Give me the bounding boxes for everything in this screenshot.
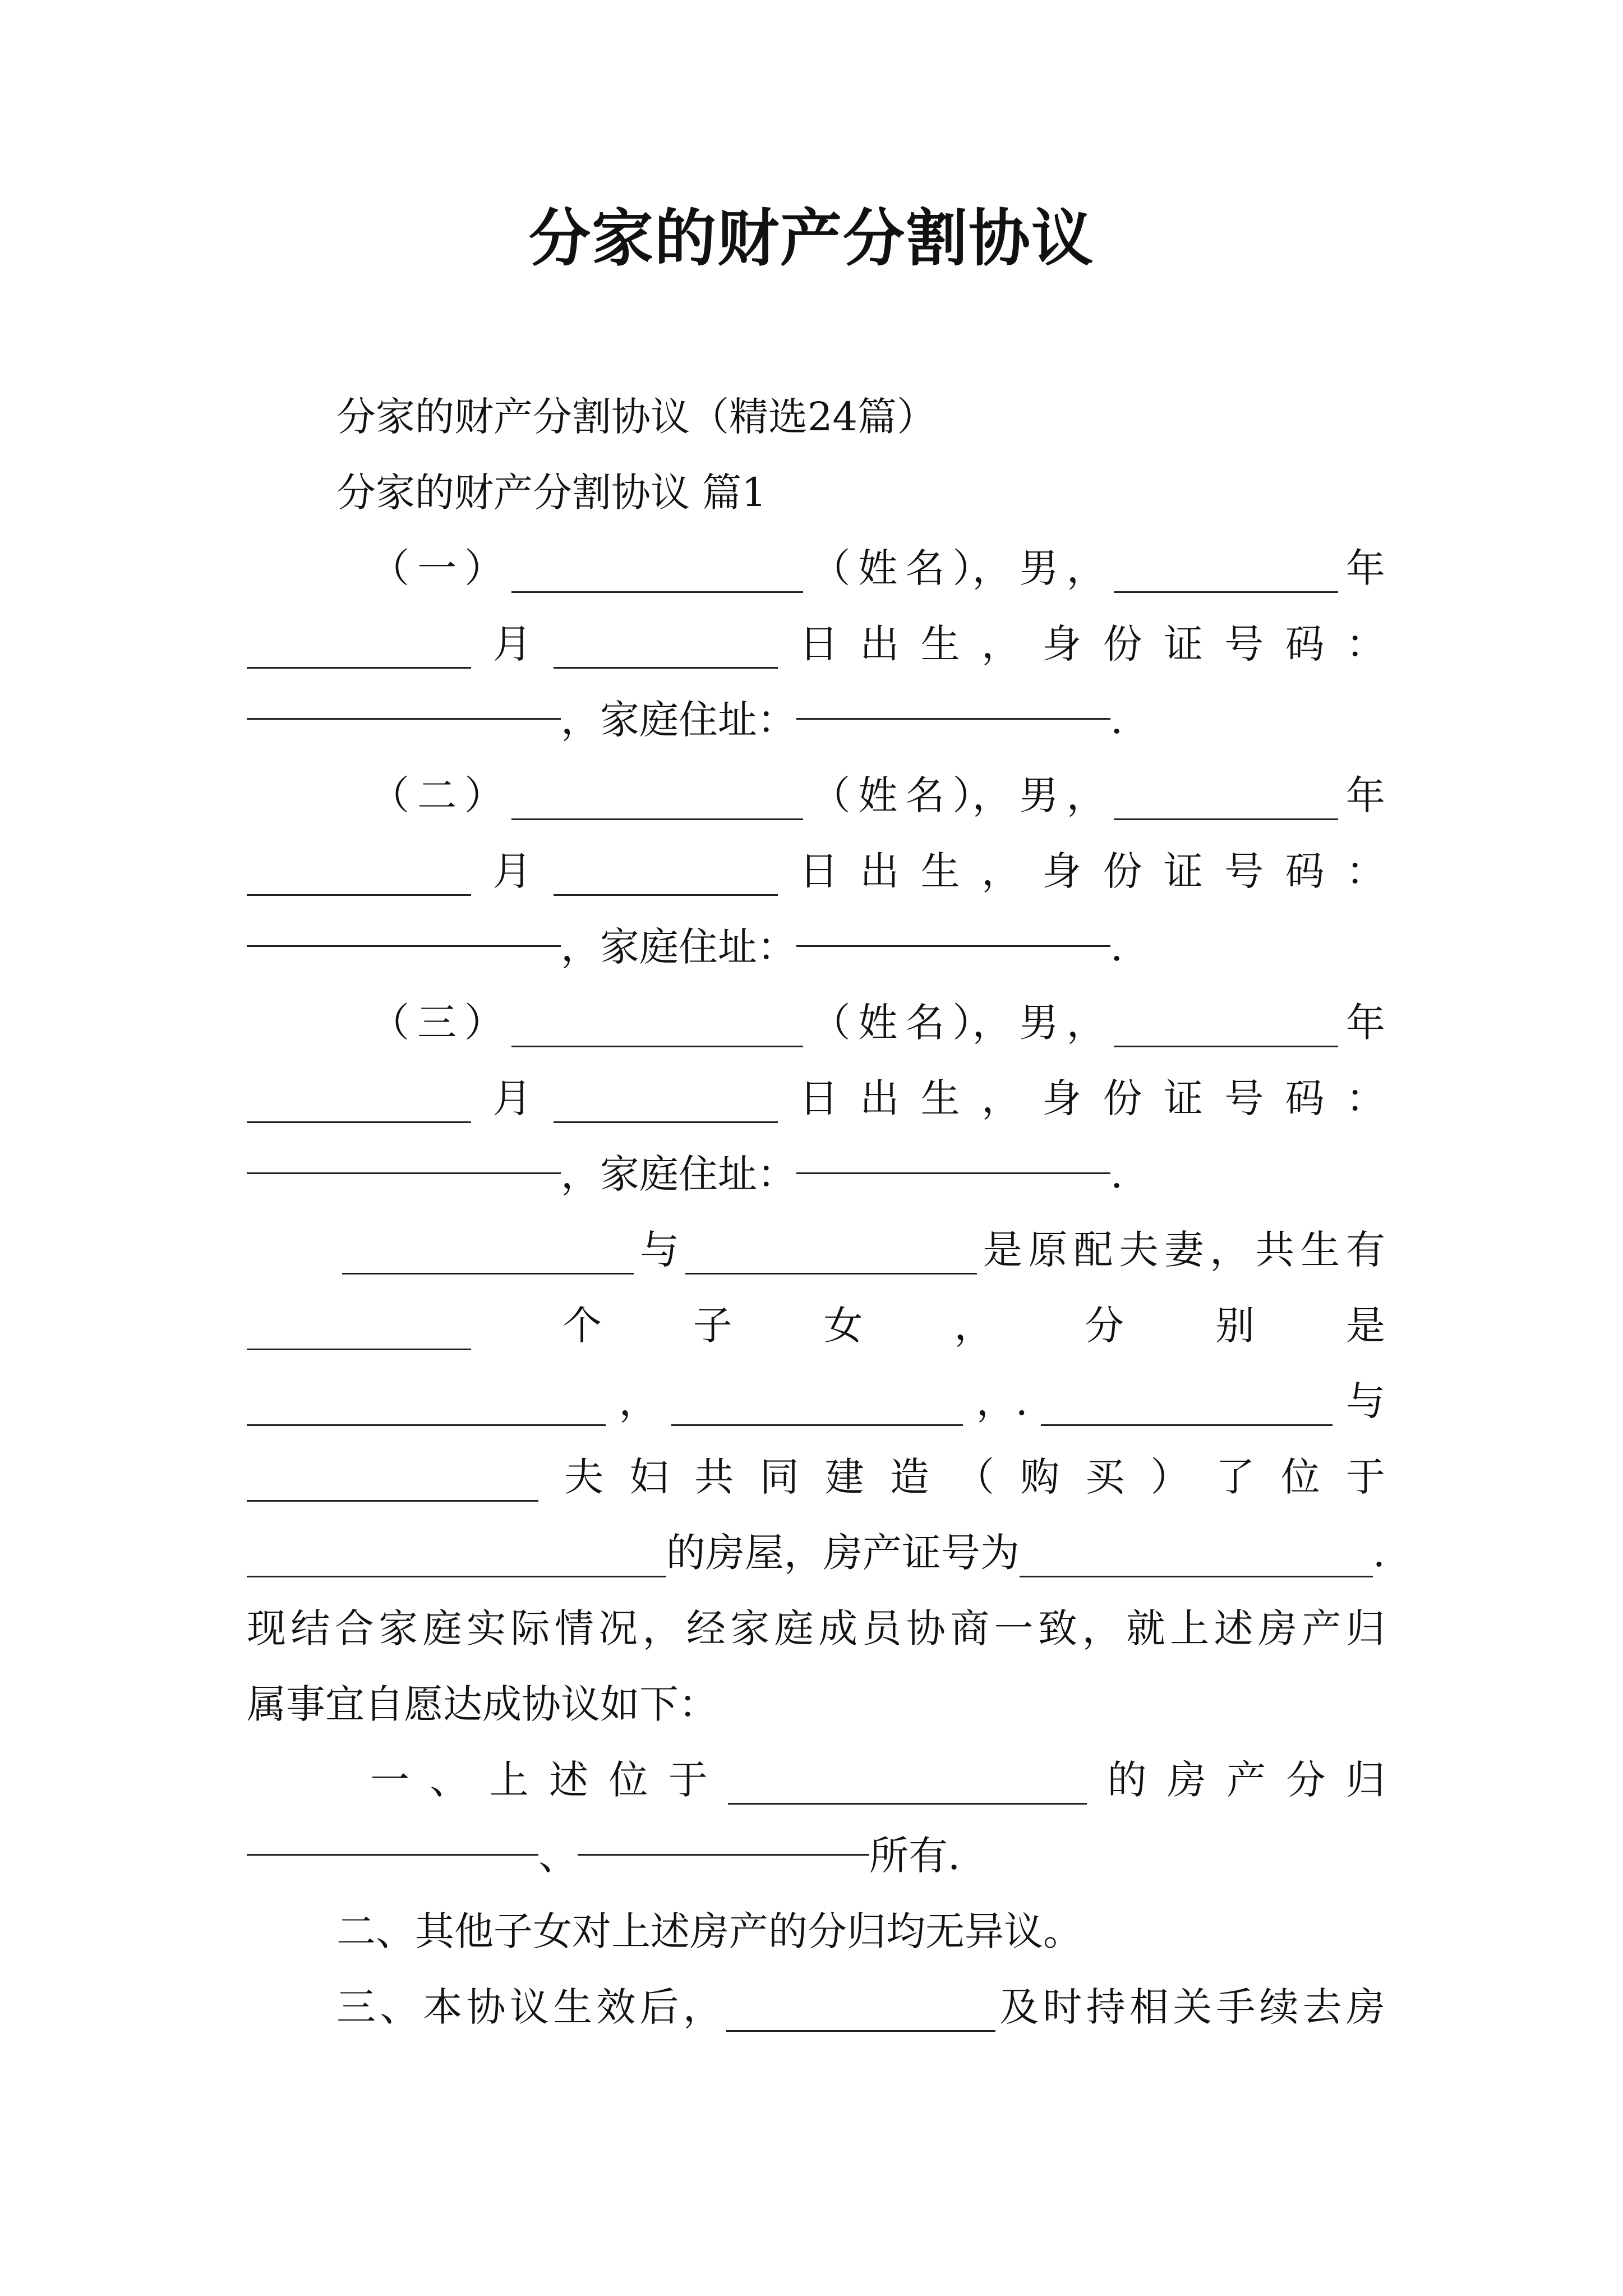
text-token: 生 [920,848,960,894]
text-token: 结 [291,1605,330,1651]
text-token: 年 [1345,772,1385,818]
text-token: 年 [1345,1000,1385,1046]
text-token: 房 [1166,1757,1206,1803]
fill-in-blank [247,892,471,896]
text-token: 夫 [1119,1227,1159,1273]
text-token: 生 [920,621,960,667]
text-token: 女 [823,1303,863,1349]
text-line [336,379,1481,455]
fill-in-blank [247,665,471,669]
text-token: 身 [1042,1075,1082,1121]
text-token: ）， [952,772,1012,818]
text-token: ， [981,621,1021,667]
fill-in-blank [511,1043,803,1047]
text-token: ，. [976,1378,1028,1424]
text-token: 于 [668,1757,708,1803]
text-token: 三 [336,1984,376,2030]
text-line [370,530,1385,606]
text-token: 归 [1345,1605,1385,1651]
text-line [370,984,1385,1061]
text-token: 证 [1163,621,1203,667]
text-token: 际 [510,1605,550,1651]
text-line [247,1666,1391,1742]
text-token: 码 [1285,1075,1325,1121]
text-token: 位 [608,1757,648,1803]
fill-in-blank [342,1271,634,1274]
text-token: ，家庭住址： [561,1151,796,1197]
text-token: 关 [1173,1984,1212,2030]
text-token: 份 [1103,848,1142,894]
fill-in-blank [247,1170,561,1174]
text-token: 实 [466,1605,506,1651]
text-token: 续 [1259,1984,1299,2030]
text-token: 效 [596,1984,636,2030]
fill-in-blank [796,1170,1110,1174]
fill-in-blank [247,1346,471,1350]
text-token: 本 [423,1984,463,2030]
text-token: 相 [1129,1984,1169,2030]
text-line [247,909,1391,985]
text-token: 协 [906,1605,946,1651]
text-token: 商 [950,1605,990,1651]
text-line [336,454,1481,531]
text-token: ） [464,1000,504,1046]
text-token: ）， [952,1000,1012,1046]
text-token: 二 [417,772,457,818]
text-token: . [1110,924,1123,970]
text-token: 男 [1019,1000,1059,1046]
text-token: 日 [799,848,838,894]
text-token: ，家庭住址： [561,697,796,743]
text-token: （ [955,1454,994,1500]
text-token: 致 [1038,1605,1078,1651]
text-token: （ [811,1000,851,1046]
text-token: 月 [492,621,532,667]
text-token: 后 [639,1984,679,2030]
text-token: 共 [1255,1227,1295,1273]
text-token: 持 [1086,1984,1126,2030]
text-token: 妻 [1164,1227,1204,1273]
text-token: 购 [1020,1454,1060,1500]
text-token: 是 [983,1227,1022,1273]
text-token: （ [370,1000,409,1046]
text-line [247,1818,1391,1894]
text-token: 日 [799,621,838,667]
text-token: 上 [489,1757,529,1803]
fill-in-blank [728,1801,1087,1805]
text-token: 月 [492,1075,532,1121]
text-token: 码 [1285,621,1325,667]
text-token: 男 [1019,545,1059,591]
text-token: ， [1066,772,1106,818]
text-token: 就 [1126,1605,1165,1651]
fill-in-blank [554,1119,778,1123]
text-token: （ [370,772,409,818]
text-token: 号 [1224,621,1264,667]
text-token: 述 [549,1757,589,1803]
text-token: 庭 [774,1605,814,1651]
fill-in-blank [1114,1043,1338,1047]
text-token: 姓 [858,545,898,591]
text-token: 姓 [858,1000,898,1046]
fill-in-blank [247,1573,666,1577]
text-token: 、 [430,1757,469,1803]
text-token: 造 [889,1454,929,1500]
text-token: 有 [1345,1227,1385,1273]
text-token: . [1110,697,1123,743]
fill-in-blank [247,1498,538,1502]
text-line [247,1060,1385,1137]
text-token: 家 [730,1605,770,1651]
text-line [247,1590,1385,1667]
text-token: 与 [639,1227,679,1273]
text-token: 了 [1215,1454,1255,1500]
fill-in-blank [247,716,561,720]
fill-in-blank [578,1852,869,1856]
text-token: 子 [693,1303,732,1349]
text-token: ， [1066,545,1106,591]
text-token: 日 [799,1075,838,1121]
text-token: ， [619,1378,658,1424]
text-token: 生 [1301,1227,1340,1273]
text-token: 证 [1163,848,1203,894]
text-token: 名 [905,545,945,591]
text-line [342,1212,1385,1288]
text-token: （ [811,772,851,818]
text-token: ， [1082,1605,1122,1651]
text-token: ， [642,1605,682,1651]
text-token: 述 [1214,1605,1253,1651]
text-token: 手 [1216,1984,1256,2030]
text-token: 上 [1170,1605,1210,1651]
text-line [336,1969,1385,2045]
text-line [370,1742,1385,1818]
text-token: 出 [860,1075,900,1121]
text-token: 年 [1345,545,1385,591]
text-line [336,1893,1481,1970]
fill-in-blank [1114,589,1338,593]
fill-in-blank [554,665,778,669]
text-token: 属事宜自愿达成协议如下： [247,1681,718,1727]
fill-in-blank [247,943,561,947]
text-token: （ [370,545,409,591]
text-token: 生 [553,1984,593,2030]
text-token: 名 [905,1000,945,1046]
text-token: 个 [562,1303,602,1349]
text-token: 号 [1224,848,1264,894]
text-line [247,682,1391,758]
text-token: 议 [509,1984,549,2030]
text-line [247,1439,1385,1515]
text-token: 位 [1280,1454,1320,1500]
text-token: 的房屋，房产证号为 [666,1530,1020,1576]
text-line [247,1136,1391,1212]
text-token: 员 [862,1605,902,1651]
text-token: 买 [1085,1454,1125,1500]
text-token: 身 [1042,848,1082,894]
text-token: 号 [1224,1075,1264,1121]
text-line [247,1363,1385,1439]
text-token: . [1110,1151,1123,1197]
document-title: 分家的财产分割协议 [529,202,1094,274]
text-token: 合 [334,1605,374,1651]
text-token: 出 [860,621,900,667]
text-token: 配 [1073,1227,1113,1273]
text-token: 时 [1043,1984,1082,2030]
text-token: 成 [818,1605,858,1651]
text-token: 同 [759,1454,799,1500]
text-token: ： [1345,1075,1385,1121]
text-token: ）， [952,545,1012,591]
text-token: 现 [247,1605,286,1651]
text-token: ， [981,1075,1021,1121]
text-token: ， [981,848,1021,894]
text-token: 与 [1346,1378,1385,1424]
fill-in-blank [247,1119,471,1123]
text-token: 分 [1085,1303,1124,1349]
text-token: ： [1345,848,1385,894]
text-token: . [1372,1530,1385,1576]
text-token: 共 [694,1454,734,1500]
text-token: ） [464,772,504,818]
text-token: 月 [492,848,532,894]
text-token: 家 [379,1605,418,1651]
text-token: 、 [538,1833,578,1879]
text-line [247,1287,1385,1364]
text-token: 分家的财产分割协议 篇1 [336,470,767,516]
text-line [247,606,1385,682]
text-token: 二、其他子女对上述房产的分归均无异议。 [336,1908,1082,1954]
text-token: 一 [370,1757,409,1803]
fill-in-blank [247,1422,606,1426]
text-token: 是 [1345,1303,1385,1349]
text-token: ，家庭住址： [561,924,796,970]
text-line [247,833,1385,909]
fill-in-blank [1114,816,1338,820]
text-token: 产 [1302,1605,1341,1651]
text-token: 一 [994,1605,1034,1651]
text-token: 妇 [629,1454,669,1500]
text-token: 夫 [564,1454,604,1500]
text-token: 的 [1107,1757,1147,1803]
fill-in-blank [726,2028,995,2032]
fill-in-blank [554,892,778,896]
fill-in-blank [511,589,803,593]
text-token: 生 [920,1075,960,1121]
text-token: ） [1150,1454,1190,1500]
text-token: 去 [1302,1984,1342,2030]
text-token: 姓 [858,772,898,818]
text-token: 房 [1345,1984,1385,2030]
fill-in-blank [796,943,1110,947]
text-token: 产 [1227,1757,1266,1803]
text-token: ， [954,1303,994,1349]
text-token: 码 [1285,848,1325,894]
text-token: ） [464,545,504,591]
text-token: 证 [1163,1075,1203,1121]
text-token: 分家的财产分割协议（精选24篇） [336,394,937,440]
fill-in-blank [685,1271,977,1274]
fill-in-blank [671,1422,963,1426]
text-line [370,757,1385,834]
text-token: 别 [1215,1303,1255,1349]
text-token: （ [811,545,851,591]
text-token: 经 [686,1605,726,1651]
text-token: 份 [1103,1075,1142,1121]
text-token: 男 [1019,772,1059,818]
text-token: 身 [1042,621,1082,667]
text-token: 房 [1257,1605,1297,1651]
text-token: ， [1210,1227,1249,1273]
text-token: 一 [417,545,457,591]
text-token: 所有. [869,1833,961,1879]
text-token: 、 [380,1984,419,2030]
text-token: 原 [1028,1227,1068,1273]
text-token: 况 [598,1605,638,1651]
text-token: ， [1066,1000,1106,1046]
text-token: 协 [466,1984,506,2030]
text-line [247,1515,1385,1591]
text-token: 及 [999,1984,1039,2030]
text-token: 三 [417,1000,457,1046]
text-token: 情 [554,1605,594,1651]
fill-in-blank [511,816,803,820]
text-token: ， [683,1984,722,2030]
text-token: 归 [1345,1757,1385,1803]
text-token: 建 [824,1454,864,1500]
text-token: 分 [1286,1757,1326,1803]
text-token: 出 [860,848,900,894]
fill-in-blank [247,1852,538,1856]
text-token: 于 [1345,1454,1385,1500]
fill-in-blank [796,716,1110,720]
fill-in-blank [1041,1422,1332,1426]
text-token: 庭 [422,1605,462,1651]
text-token: ： [1345,621,1385,667]
text-token: 份 [1103,621,1142,667]
text-token: 名 [905,772,945,818]
fill-in-blank [1020,1573,1373,1577]
